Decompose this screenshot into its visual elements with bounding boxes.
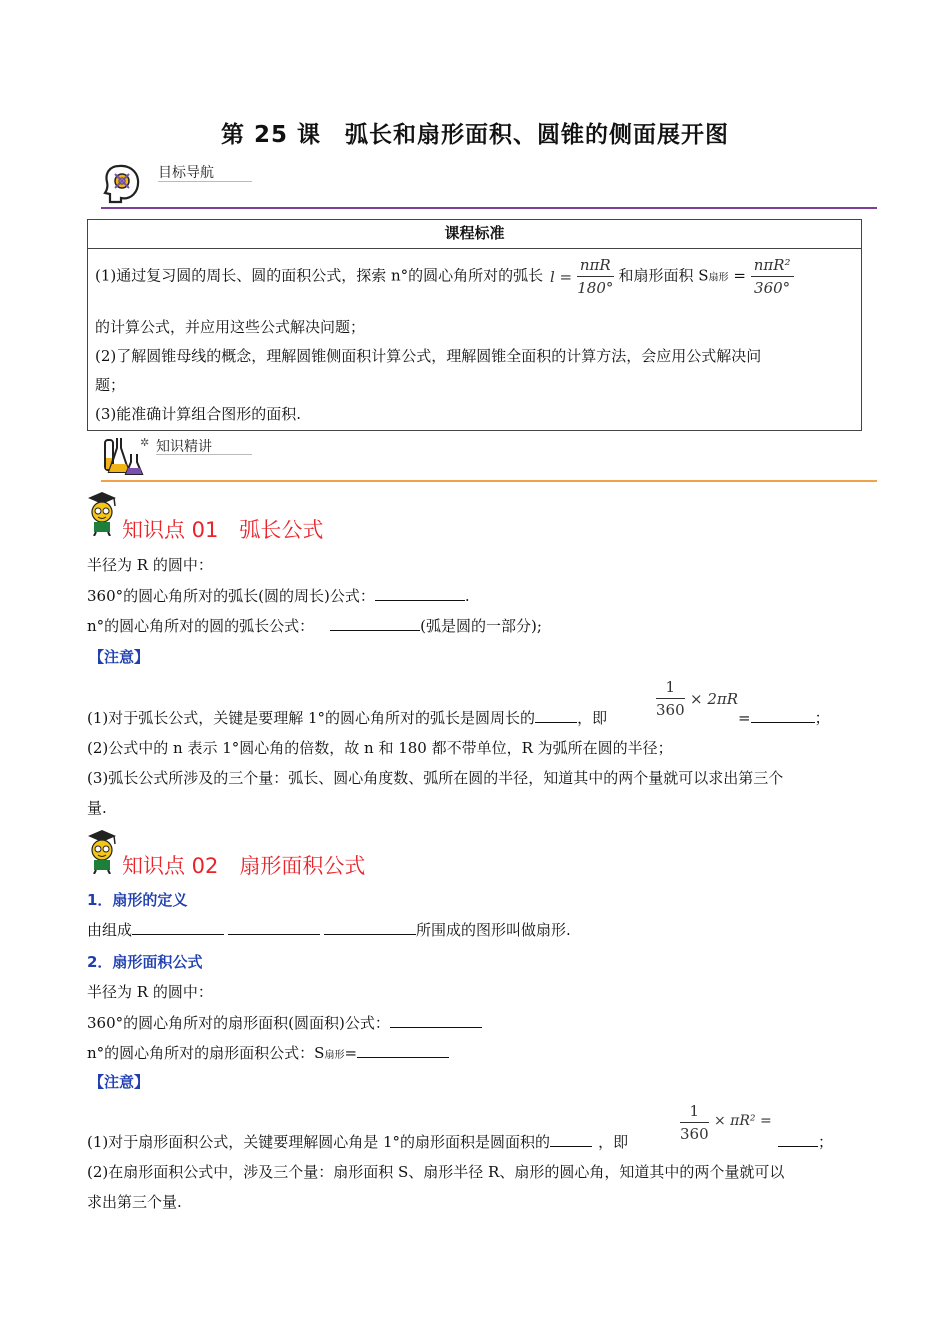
kp2-s2: 2．扇形面积公式 xyxy=(87,953,203,971)
kp1-p3-text: n°的圆心角所对的圆的弧长公式： xyxy=(87,617,315,635)
arc-fraction xyxy=(577,254,614,299)
standard-text-1b: 和扇形面积 S xyxy=(618,266,709,285)
kp1-frac-den: 360 xyxy=(656,701,685,719)
arc-eq-label xyxy=(550,265,572,289)
scholar-mascot-icon xyxy=(84,490,120,536)
goal-nav-divider xyxy=(101,207,877,209)
kp1-p1: 半径为 R 的圆中： xyxy=(87,556,213,574)
kp1-p3 xyxy=(87,614,542,638)
kp2-p3-eq: = xyxy=(344,1044,358,1062)
kp2-blank-2[interactable] xyxy=(228,920,320,935)
kp2-blank-1[interactable] xyxy=(132,920,224,935)
kp2-frac-num: 1 xyxy=(680,1100,709,1123)
kp2-s1-text xyxy=(87,918,571,942)
kp2-title: 知识点 02 扇形面积公式 xyxy=(122,854,366,878)
standard-text-1a: (1)通过复习圆的周长、圆的面积公式，探索 n°的圆心角所对的弧长 xyxy=(95,266,544,285)
kp2-s1-text-b: 所围成的图形叫做扇形. xyxy=(416,921,571,939)
kp2-frac-den: 360 xyxy=(680,1125,709,1143)
kp1-n3b: 量. xyxy=(87,799,107,817)
kp1-fraction xyxy=(656,676,685,721)
kp1-p3-end: (弧是圆的一部分); xyxy=(420,617,542,635)
kp2-n2: (2)在扇形面积公式中，涉及三个量：扇形面积 S、扇形半径 R、扇形的圆心角，知道其中的两个量就可以 xyxy=(87,1163,785,1181)
kp1-p2-end: . xyxy=(464,587,470,605)
kp2-p3 xyxy=(87,1041,449,1068)
kp2-fraction xyxy=(680,1100,709,1145)
area-denominator: 360° xyxy=(754,279,791,297)
standard-line-1 xyxy=(95,254,794,299)
kp1-blank-arc[interactable] xyxy=(330,616,420,631)
table-heading: 课程标准 xyxy=(88,220,861,249)
kp1-title: 知识点 01 弧长公式 xyxy=(122,518,324,542)
kp1-n1 xyxy=(87,706,607,730)
sparkle-icon: ✲ xyxy=(140,436,150,449)
kp1-n3: (3)弧长公式所涉及的三个量：弧长、圆心角度数、弧所在圆的半径，知道其中的两个量就可以求出第三个 xyxy=(87,769,784,787)
sector-subscript: 扇形 xyxy=(708,272,729,284)
area-numerator: nπR² xyxy=(751,254,794,277)
kp1-blank-circumference[interactable] xyxy=(375,586,465,601)
kp1-n1-ie: ，即 xyxy=(577,709,608,727)
kp2-frac-tail: × πR² = xyxy=(714,1113,772,1129)
kp2-p2-text: 360°的圆心角所对的扇形面积(圆面积)公式： xyxy=(87,1014,390,1032)
arc-denominator: 180° xyxy=(577,279,614,297)
kp2-s1: 1．扇形的定义 xyxy=(87,891,188,909)
kp2-p3-text: n°的圆心角所对的扇形面积公式：S xyxy=(87,1044,325,1062)
kp2-p2 xyxy=(87,1011,482,1035)
kp1-n1-eq-line xyxy=(738,706,830,730)
standard-line-3: (2)了解圆锥母线的概念，理解圆锥侧面积计算公式，理解圆锥全面积的计算方法，会应用公式解决问 xyxy=(95,347,762,365)
flask-icon xyxy=(99,434,145,480)
knowledge-divider xyxy=(101,480,877,482)
kp1-frac-tail: × 2πR xyxy=(690,690,739,708)
kp2-s1-text-a: 由组成 xyxy=(87,921,133,939)
area-fraction xyxy=(751,254,794,299)
kp2-n1-ie: ，即 xyxy=(598,1133,629,1151)
kp2-blank-3[interactable] xyxy=(324,920,416,935)
kp1-n1-text: (1)对于弧长公式，关键是要理解 1°的圆心角所对的弧长是圆周长的 xyxy=(87,709,536,727)
kp2-n2b: 求出第三个量. xyxy=(87,1193,182,1211)
kp1-n2: (2)公式中的 n 表示 1°圆心角的倍数，故 n 和 180 都不带单位，R 为弧所在圆的半径； xyxy=(87,739,673,757)
page-title: 第 25 课 弧长和扇形面积、圆锥的侧面展开图 xyxy=(220,122,730,148)
kp2-n1-end-line xyxy=(778,1130,833,1154)
kp2-blank-circle-area[interactable] xyxy=(390,1013,482,1028)
scholar-mascot-icon xyxy=(84,828,120,874)
kp2-note: 【注意】 xyxy=(89,1073,150,1091)
kp2-n1 xyxy=(87,1130,628,1154)
brain-gear-icon xyxy=(101,160,147,206)
kp1-n1-end: ； xyxy=(814,709,830,727)
kp2-p1: 半径为 R 的圆中： xyxy=(87,983,213,1001)
kp1-note: 【注意】 xyxy=(89,648,150,666)
kp2-n1-end: ； xyxy=(818,1133,834,1151)
kp1-frac-num: 1 xyxy=(656,676,685,699)
kp2-blank-result[interactable] xyxy=(778,1132,818,1147)
kp2-p3-sub: 扇形 xyxy=(324,1050,345,1061)
knowledge-underline xyxy=(156,454,252,455)
arc-l-eq: l = xyxy=(549,267,573,286)
kp1-blank-result[interactable] xyxy=(751,708,815,723)
kp1-blank-fraction[interactable] xyxy=(535,708,577,723)
kp1-p2-text: 360°的圆心角所对的弧长(圆的周长)公式： xyxy=(87,587,375,605)
arc-numerator: nπR xyxy=(577,254,614,277)
standard-line-2: 的计算公式，并应用这些公式解决问题； xyxy=(95,318,366,336)
area-eq: = xyxy=(733,266,746,285)
knowledge-label: 知识精讲 xyxy=(156,439,212,455)
kp2-blank-sector-area[interactable] xyxy=(357,1043,449,1058)
kp2-blank-fraction[interactable] xyxy=(550,1132,592,1147)
kp1-n1-eq: = xyxy=(738,709,751,727)
standard-line-5: (3)能准确计算组合图形的面积. xyxy=(95,405,302,423)
kp1-p2 xyxy=(87,584,470,608)
goal-nav-label: 目标导航 xyxy=(158,165,214,181)
standard-line-4: 题； xyxy=(95,376,126,394)
kp2-n1-text: (1)对于扇形面积公式，关键要理解圆心角是 1°的扇形面积是圆面积的 xyxy=(87,1133,551,1151)
goal-nav-underline xyxy=(158,181,252,182)
